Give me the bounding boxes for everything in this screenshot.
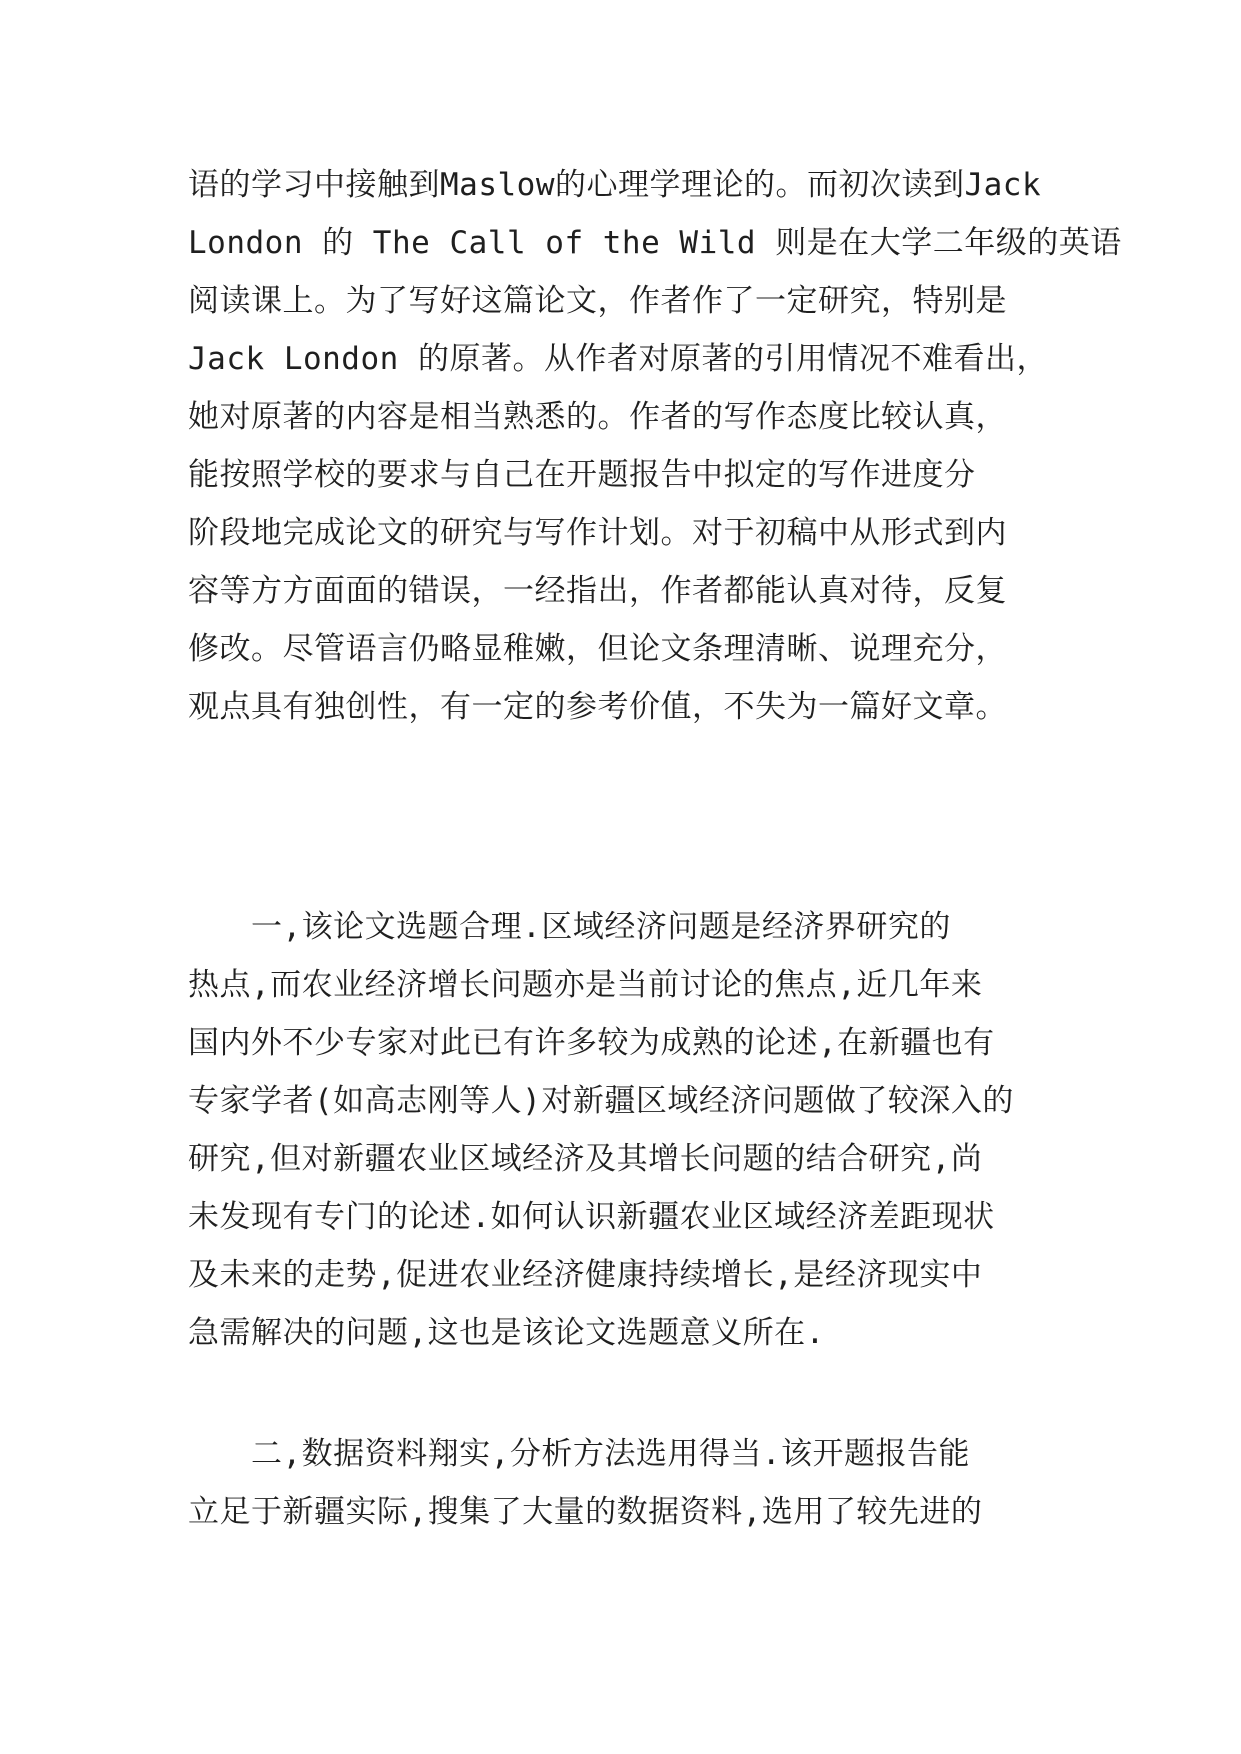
text-line: 观点具有独创性，有一定的参考价值，不失为一篇好文章。 [188, 689, 1007, 725]
text-line: 容等方方面面的错误，一经指出，作者都能认真对待，反复 [188, 573, 1007, 609]
text-line: 语的学习中接触到Maslow的心理学理论的。而初次读到Jack [188, 167, 1042, 203]
text-line: 阅读课上。为了写好这篇论文，作者作了一定研究，特别是 [188, 283, 1007, 319]
text-line: 研究,但对新疆农业区域经济及其增长问题的结合研究,尚 [188, 1141, 983, 1177]
text-line: 专家学者(如高志刚等人)对新疆区域经济问题做了较深入的 [188, 1083, 1014, 1119]
text-line: 及未来的走势,促进农业经济健康持续增长,是经济现实中 [188, 1257, 983, 1293]
text-line: 未发现有专门的论述.如何认识新疆农业区域经济差距现状 [188, 1199, 995, 1235]
text-line: 二,数据资料翔实,分析方法选用得当.该开题报告能 [188, 1436, 970, 1472]
text-line: 修改。尽管语言仍略显稚嫩，但论文条理清晰、说理充分， [188, 631, 1007, 667]
text-line: 她对原著的内容是相当熟悉的。作者的写作态度比较认真， [188, 399, 1007, 435]
text-line: 急需解决的问题,这也是该论文选题意义所在. [188, 1315, 825, 1351]
text-line: 热点,而农业经济增长问题亦是当前讨论的焦点,近几年来 [188, 967, 983, 1003]
text-line: Jack London 的原著。从作者对原著的引用情况不难看出， [188, 341, 1048, 377]
text-line: 国内外不少专家对此已有许多较为成熟的论述,在新疆也有 [188, 1025, 995, 1061]
text-line: 立足于新疆实际,搜集了大量的数据资料,选用了较先进的 [188, 1494, 983, 1530]
text-line: 一,该论文选题合理.区域经济问题是经济界研究的 [188, 909, 951, 945]
paragraph-evaluation-summary [188, 156, 1122, 736]
text-line: 能按照学校的要求与自己在开题报告中拟定的写作进度分 [188, 457, 976, 493]
text-line: 阶段地完成论文的研究与写作计划。对于初稿中从形式到内 [188, 515, 1007, 551]
paragraph-point-two [188, 1425, 1058, 1541]
paragraph-point-one [188, 898, 1058, 1362]
text-line: London 的 The Call of the Wild 则是在大学二年级的英语 [188, 225, 1122, 261]
